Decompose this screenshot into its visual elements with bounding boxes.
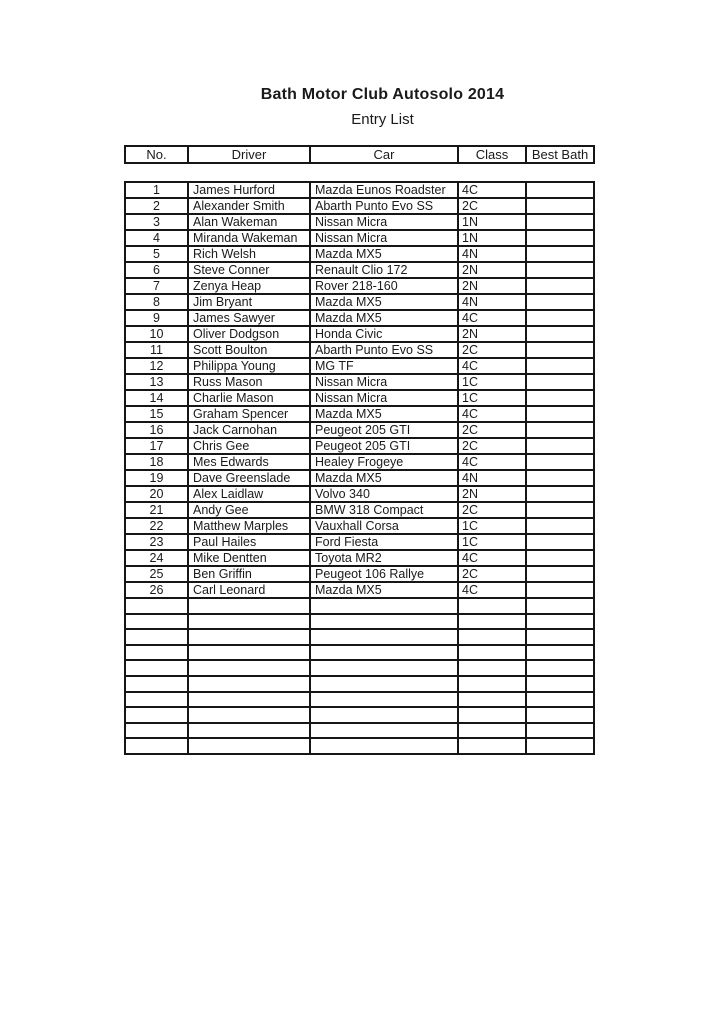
entry-no-cell: 26 xyxy=(125,582,188,598)
entry-class-cell xyxy=(458,660,526,676)
entry-class-cell: 1C xyxy=(458,374,526,390)
document-header xyxy=(42,86,723,128)
entry-best-bath-cell xyxy=(526,534,594,550)
entry-row xyxy=(125,182,594,198)
entry-no-cell: 24 xyxy=(125,550,188,566)
entry-driver-cell: Jack Carnohan xyxy=(188,422,310,438)
entry-no-cell: 25 xyxy=(125,566,188,582)
entry-driver-cell xyxy=(188,645,310,661)
entry-class-cell: 4C xyxy=(458,454,526,470)
entry-car-cell: Abarth Punto Evo SS xyxy=(310,342,458,358)
entry-row xyxy=(125,246,594,262)
entry-row xyxy=(125,534,594,550)
entry-driver-cell: Jim Bryant xyxy=(188,294,310,310)
page-subtitle: Entry List xyxy=(351,111,414,128)
entry-driver-cell: Miranda Wakeman xyxy=(188,230,310,246)
entry-no-cell xyxy=(125,629,188,645)
entry-driver-cell xyxy=(188,598,310,614)
entry-car-cell xyxy=(310,723,458,739)
entry-driver-cell: Oliver Dodgson xyxy=(188,326,310,342)
entry-class-cell: 2C xyxy=(458,342,526,358)
entry-no-cell: 21 xyxy=(125,502,188,518)
entry-best-bath-cell xyxy=(526,723,594,739)
col-header-best-bath: Best Bath xyxy=(526,146,594,163)
entry-car-cell: Mazda MX5 xyxy=(310,294,458,310)
entry-class-cell: 2N xyxy=(458,278,526,294)
entry-no-cell xyxy=(125,692,188,708)
entry-no-cell: 8 xyxy=(125,294,188,310)
entry-class-cell: 2C xyxy=(458,566,526,582)
entry-car-cell: Mazda MX5 xyxy=(310,246,458,262)
entry-driver-cell: Charlie Mason xyxy=(188,390,310,406)
entry-class-cell: 2C xyxy=(458,502,526,518)
entry-driver-cell xyxy=(188,723,310,739)
entry-class-cell: 4N xyxy=(458,470,526,486)
entry-best-bath-cell xyxy=(526,486,594,502)
entry-row xyxy=(125,406,594,422)
entry-row xyxy=(125,262,594,278)
entry-driver-cell: Paul Hailes xyxy=(188,534,310,550)
entry-best-bath-cell xyxy=(526,614,594,630)
entry-row xyxy=(125,598,594,614)
entry-car-cell: Mazda MX5 xyxy=(310,470,458,486)
entry-driver-cell: Graham Spencer xyxy=(188,406,310,422)
entry-car-cell xyxy=(310,660,458,676)
entry-row xyxy=(125,278,594,294)
entry-best-bath-cell xyxy=(526,470,594,486)
entry-class-cell: 4C xyxy=(458,550,526,566)
entry-row xyxy=(125,502,594,518)
entry-no-cell: 5 xyxy=(125,246,188,262)
entry-no-cell: 10 xyxy=(125,326,188,342)
entry-class-cell: 4C xyxy=(458,182,526,198)
entry-car-cell xyxy=(310,692,458,708)
entry-no-cell: 3 xyxy=(125,214,188,230)
entry-best-bath-cell xyxy=(526,374,594,390)
page-title: Bath Motor Club Autosolo 2014 xyxy=(260,86,505,103)
entry-row xyxy=(125,390,594,406)
entry-best-bath-cell xyxy=(526,645,594,661)
entry-class-cell: 2C xyxy=(458,422,526,438)
entry-class-cell: 4N xyxy=(458,294,526,310)
entry-driver-cell: Alex Laidlaw xyxy=(188,486,310,502)
entry-row xyxy=(125,470,594,486)
entry-car-cell xyxy=(310,645,458,661)
entry-driver-cell: Chris Gee xyxy=(188,438,310,454)
entry-car-cell: Mazda Eunos Roadster xyxy=(310,182,458,198)
entry-best-bath-cell xyxy=(526,230,594,246)
entry-no-cell xyxy=(125,738,188,754)
entry-class-cell xyxy=(458,676,526,692)
entry-best-bath-cell xyxy=(526,246,594,262)
entry-best-bath-cell xyxy=(526,629,594,645)
entry-row xyxy=(125,374,594,390)
entry-car-cell: Nissan Micra xyxy=(310,390,458,406)
entry-no-cell: 12 xyxy=(125,358,188,374)
entry-no-cell xyxy=(125,676,188,692)
entry-best-bath-cell xyxy=(526,502,594,518)
entry-class-cell: 2N xyxy=(458,326,526,342)
entry-class-cell xyxy=(458,614,526,630)
entry-car-cell: Peugeot 106 Rallye xyxy=(310,566,458,582)
entry-row xyxy=(125,518,594,534)
entry-class-cell xyxy=(458,692,526,708)
entry-class-cell: 2C xyxy=(458,198,526,214)
entry-no-cell: 18 xyxy=(125,454,188,470)
entry-car-cell: Healey Frogeye xyxy=(310,454,458,470)
entry-no-cell: 7 xyxy=(125,278,188,294)
entry-class-cell: 4N xyxy=(458,246,526,262)
entry-best-bath-cell xyxy=(526,310,594,326)
entry-no-cell: 15 xyxy=(125,406,188,422)
entry-car-cell: Abarth Punto Evo SS xyxy=(310,198,458,214)
entry-car-cell xyxy=(310,738,458,754)
entry-driver-cell: Russ Mason xyxy=(188,374,310,390)
entry-no-cell: 9 xyxy=(125,310,188,326)
entry-row xyxy=(125,326,594,342)
entry-no-cell xyxy=(125,598,188,614)
entry-best-bath-cell xyxy=(526,566,594,582)
entry-row xyxy=(125,614,594,630)
entry-class-cell: 2N xyxy=(458,486,526,502)
entry-class-cell: 4C xyxy=(458,358,526,374)
entry-driver-cell xyxy=(188,707,310,723)
entry-car-cell: Volvo 340 xyxy=(310,486,458,502)
col-header-car: Car xyxy=(310,146,458,163)
entry-driver-cell: Mike Dentten xyxy=(188,550,310,566)
entry-best-bath-cell xyxy=(526,406,594,422)
entry-row xyxy=(125,550,594,566)
entry-best-bath-cell xyxy=(526,550,594,566)
entry-car-cell: MG TF xyxy=(310,358,458,374)
entry-class-cell xyxy=(458,738,526,754)
entry-best-bath-cell xyxy=(526,707,594,723)
entry-driver-cell: Alexander Smith xyxy=(188,198,310,214)
entry-best-bath-cell xyxy=(526,518,594,534)
entry-class-cell xyxy=(458,645,526,661)
entry-driver-cell: Matthew Marples xyxy=(188,518,310,534)
entry-class-cell: 1N xyxy=(458,214,526,230)
entry-best-bath-cell xyxy=(526,422,594,438)
entry-best-bath-cell xyxy=(526,358,594,374)
entry-car-cell: Mazda MX5 xyxy=(310,582,458,598)
entry-best-bath-cell xyxy=(526,660,594,676)
entry-row xyxy=(125,438,594,454)
entry-no-cell: 2 xyxy=(125,198,188,214)
entry-class-cell xyxy=(458,629,526,645)
entry-best-bath-cell xyxy=(526,692,594,708)
entry-driver-cell xyxy=(188,629,310,645)
entry-car-cell xyxy=(310,707,458,723)
entry-row xyxy=(125,454,594,470)
entry-driver-cell: Alan Wakeman xyxy=(188,214,310,230)
entry-car-cell: Nissan Micra xyxy=(310,214,458,230)
entry-best-bath-cell xyxy=(526,182,594,198)
entry-car-cell xyxy=(310,676,458,692)
col-header-no: No. xyxy=(125,146,188,163)
entry-car-cell xyxy=(310,614,458,630)
entry-class-cell: 1C xyxy=(458,518,526,534)
entry-no-cell: 6 xyxy=(125,262,188,278)
entry-driver-cell xyxy=(188,738,310,754)
entry-row xyxy=(125,486,594,502)
entry-driver-cell: Carl Leonard xyxy=(188,582,310,598)
entry-driver-cell xyxy=(188,692,310,708)
entry-car-cell xyxy=(310,629,458,645)
entry-row xyxy=(125,723,594,739)
entry-row xyxy=(125,629,594,645)
entry-driver-cell xyxy=(188,676,310,692)
entry-driver-cell: Ben Griffin xyxy=(188,566,310,582)
entry-driver-cell: Rich Welsh xyxy=(188,246,310,262)
entry-class-cell: 4C xyxy=(458,310,526,326)
entry-driver-cell: James Hurford xyxy=(188,182,310,198)
entry-best-bath-cell xyxy=(526,438,594,454)
entry-car-cell: Peugeot 205 GTI xyxy=(310,438,458,454)
entry-row xyxy=(125,198,594,214)
entry-best-bath-cell xyxy=(526,738,594,754)
entry-table xyxy=(124,181,595,755)
entry-row xyxy=(125,230,594,246)
entry-driver-cell: Mes Edwards xyxy=(188,454,310,470)
entry-no-cell: 11 xyxy=(125,342,188,358)
entry-best-bath-cell xyxy=(526,390,594,406)
entry-driver-cell xyxy=(188,614,310,630)
entry-best-bath-cell xyxy=(526,214,594,230)
entry-driver-cell xyxy=(188,660,310,676)
entry-class-cell xyxy=(458,723,526,739)
entry-driver-cell: Zenya Heap xyxy=(188,278,310,294)
entry-car-cell: Vauxhall Corsa xyxy=(310,518,458,534)
entry-no-cell xyxy=(125,723,188,739)
entry-row xyxy=(125,294,594,310)
entry-no-cell: 16 xyxy=(125,422,188,438)
entry-driver-cell: James Sawyer xyxy=(188,310,310,326)
entry-row xyxy=(125,645,594,661)
entry-class-cell: 1N xyxy=(458,230,526,246)
entry-class-cell: 1C xyxy=(458,534,526,550)
entry-no-cell xyxy=(125,707,188,723)
entry-car-cell: Mazda MX5 xyxy=(310,310,458,326)
entry-driver-cell: Scott Boulton xyxy=(188,342,310,358)
entry-class-cell xyxy=(458,598,526,614)
entry-no-cell xyxy=(125,614,188,630)
entry-no-cell: 13 xyxy=(125,374,188,390)
entry-best-bath-cell xyxy=(526,454,594,470)
entry-row xyxy=(125,738,594,754)
entry-car-cell: Rover 218-160 xyxy=(310,278,458,294)
entry-row xyxy=(125,214,594,230)
entry-no-cell: 19 xyxy=(125,470,188,486)
entry-car-cell: Honda Civic xyxy=(310,326,458,342)
entry-best-bath-cell xyxy=(526,676,594,692)
entry-best-bath-cell xyxy=(526,598,594,614)
entry-row xyxy=(125,660,594,676)
entry-class-cell: 2C xyxy=(458,438,526,454)
entry-no-cell: 14 xyxy=(125,390,188,406)
entry-row xyxy=(125,422,594,438)
entry-car-cell xyxy=(310,598,458,614)
entry-best-bath-cell xyxy=(526,262,594,278)
entry-car-cell: Nissan Micra xyxy=(310,230,458,246)
entry-no-cell: 1 xyxy=(125,182,188,198)
entry-best-bath-cell xyxy=(526,294,594,310)
entry-class-cell: 2N xyxy=(458,262,526,278)
entry-best-bath-cell xyxy=(526,278,594,294)
entry-best-bath-cell xyxy=(526,342,594,358)
entry-driver-cell: Philippa Young xyxy=(188,358,310,374)
entry-no-cell xyxy=(125,645,188,661)
entry-no-cell: 17 xyxy=(125,438,188,454)
entry-best-bath-cell xyxy=(526,582,594,598)
entry-class-cell xyxy=(458,707,526,723)
col-header-class: Class xyxy=(458,146,526,163)
entry-no-cell xyxy=(125,660,188,676)
entry-no-cell: 4 xyxy=(125,230,188,246)
entry-row xyxy=(125,566,594,582)
entry-best-bath-cell xyxy=(526,198,594,214)
entry-car-cell: Mazda MX5 xyxy=(310,406,458,422)
entry-class-cell: 4C xyxy=(458,406,526,422)
entry-row xyxy=(125,707,594,723)
entry-row xyxy=(125,310,594,326)
entry-car-cell: BMW 318 Compact xyxy=(310,502,458,518)
entry-car-cell: Nissan Micra xyxy=(310,374,458,390)
col-header-driver: Driver xyxy=(188,146,310,163)
entry-no-cell: 22 xyxy=(125,518,188,534)
entry-class-cell: 1C xyxy=(458,390,526,406)
column-header-row xyxy=(125,146,594,163)
entry-car-cell: Ford Fiesta xyxy=(310,534,458,550)
entry-class-cell: 4C xyxy=(458,582,526,598)
entry-best-bath-cell xyxy=(526,326,594,342)
entry-row xyxy=(125,358,594,374)
entry-no-cell: 20 xyxy=(125,486,188,502)
entry-table-body xyxy=(125,182,594,754)
entry-row xyxy=(125,342,594,358)
entry-row xyxy=(125,692,594,708)
entry-car-cell: Toyota MR2 xyxy=(310,550,458,566)
entry-no-cell: 23 xyxy=(125,534,188,550)
entry-driver-cell: Steve Conner xyxy=(188,262,310,278)
entry-car-cell: Peugeot 205 GTI xyxy=(310,422,458,438)
entry-row xyxy=(125,582,594,598)
entry-driver-cell: Andy Gee xyxy=(188,502,310,518)
column-header-table xyxy=(124,145,595,164)
entry-row xyxy=(125,676,594,692)
entry-driver-cell: Dave Greenslade xyxy=(188,470,310,486)
entry-car-cell: Renault Clio 172 xyxy=(310,262,458,278)
